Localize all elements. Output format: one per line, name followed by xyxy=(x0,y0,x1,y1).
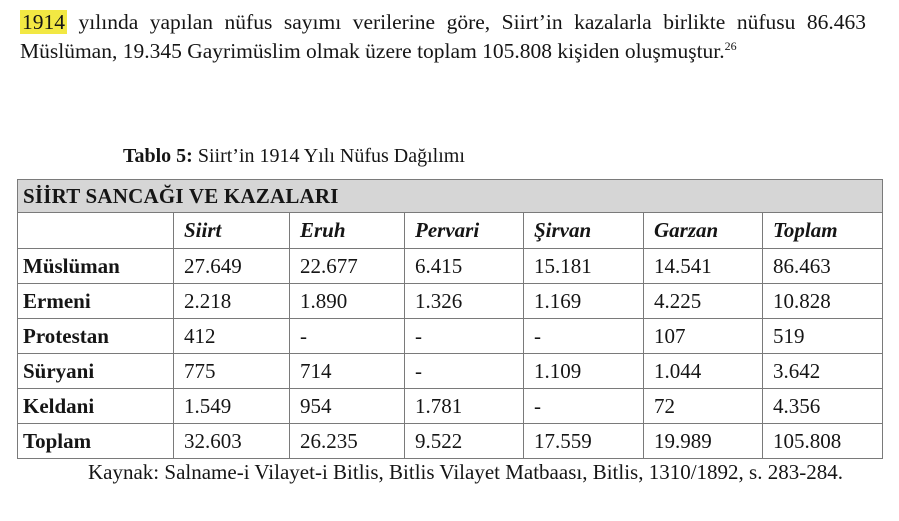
table-cell: 1.326 xyxy=(405,284,524,319)
paragraph-text: yılında yapılan nüfus sayımı verilerine göre, Siirt’in kazalarla birlikte nüfusu 86.463 Müslüman, 19.345 Gayrimüslim olmak üzere toplam 105.808 kişiden oluşmuştur. xyxy=(20,10,866,63)
table-cell: 1.044 xyxy=(644,354,763,389)
table-cell: 15.181 xyxy=(524,249,644,284)
caption-text: Siirt’in 1914 Yılı Nüfus Dağılımı xyxy=(192,145,465,167)
source-note: Kaynak: Salname-i Vilayet-i Bitlis, Bitlis Vilayet Matbaası, Bitlis, 1310/1892, s. 283-284. xyxy=(88,460,843,484)
table-cell: - xyxy=(405,354,524,389)
table-cell: - xyxy=(524,389,644,424)
table-cell: 4.356 xyxy=(763,389,883,424)
row-label: Protestan xyxy=(18,319,174,354)
table-row xyxy=(18,354,883,389)
highlighted-year: 1914 xyxy=(22,10,65,34)
table-cell: 519 xyxy=(763,319,883,354)
table-cell: 2.218 xyxy=(174,284,290,319)
table-cell: 1.549 xyxy=(174,389,290,424)
table-cell: 17.559 xyxy=(524,424,644,459)
column-header: Eruh xyxy=(290,213,405,249)
table-cell: 86.463 xyxy=(763,249,883,284)
table-cell: 4.225 xyxy=(644,284,763,319)
table-cell: - xyxy=(290,319,405,354)
caption-label: Tablo 5: xyxy=(123,145,193,167)
column-header: Pervari xyxy=(405,213,524,249)
table-row xyxy=(18,424,883,459)
table-cell: 6.415 xyxy=(405,249,524,284)
table-cell: 9.522 xyxy=(405,424,524,459)
table-cell: 1.890 xyxy=(290,284,405,319)
row-label: Müslüman xyxy=(18,249,174,284)
table-cell: 27.649 xyxy=(174,249,290,284)
table-cell: - xyxy=(405,319,524,354)
table-cell: - xyxy=(524,319,644,354)
table-cell: 14.541 xyxy=(644,249,763,284)
footnote-ref: 26 xyxy=(724,38,737,53)
row-label: Keldani xyxy=(18,389,174,424)
table-cell: 22.677 xyxy=(290,249,405,284)
table-cell: 954 xyxy=(290,389,405,424)
table-cell: 107 xyxy=(644,319,763,354)
table-header-row xyxy=(18,213,883,249)
table-cell: 412 xyxy=(174,319,290,354)
table-cell: 1.781 xyxy=(405,389,524,424)
table-cell: 1.169 xyxy=(524,284,644,319)
table-cell: 714 xyxy=(290,354,405,389)
table-cell: 72 xyxy=(644,389,763,424)
table-cell: 32.603 xyxy=(174,424,290,459)
table-cell: 26.235 xyxy=(290,424,405,459)
column-header: Siirt xyxy=(174,213,290,249)
table-title-row xyxy=(18,180,883,213)
row-label: Toplam xyxy=(18,424,174,459)
table-cell: 1.109 xyxy=(524,354,644,389)
table-cell: 775 xyxy=(174,354,290,389)
table-row xyxy=(18,284,883,319)
table-row xyxy=(18,249,883,284)
table-cell: 10.828 xyxy=(763,284,883,319)
column-header: Garzan xyxy=(644,213,763,249)
table-cell: 3.642 xyxy=(763,354,883,389)
table-cell: 19.989 xyxy=(644,424,763,459)
header-empty xyxy=(18,213,174,249)
table-cell: 105.808 xyxy=(763,424,883,459)
table-row xyxy=(18,389,883,424)
column-header: Şirvan xyxy=(524,213,644,249)
row-label: Süryani xyxy=(18,354,174,389)
table-row xyxy=(18,319,883,354)
column-header: Toplam xyxy=(763,213,883,249)
intro-paragraph xyxy=(20,8,866,66)
row-label: Ermeni xyxy=(18,284,174,319)
population-table xyxy=(17,179,883,459)
table-caption xyxy=(123,145,465,168)
table-title: SİİRT SANCAĞI VE KAZALARI xyxy=(18,180,883,213)
